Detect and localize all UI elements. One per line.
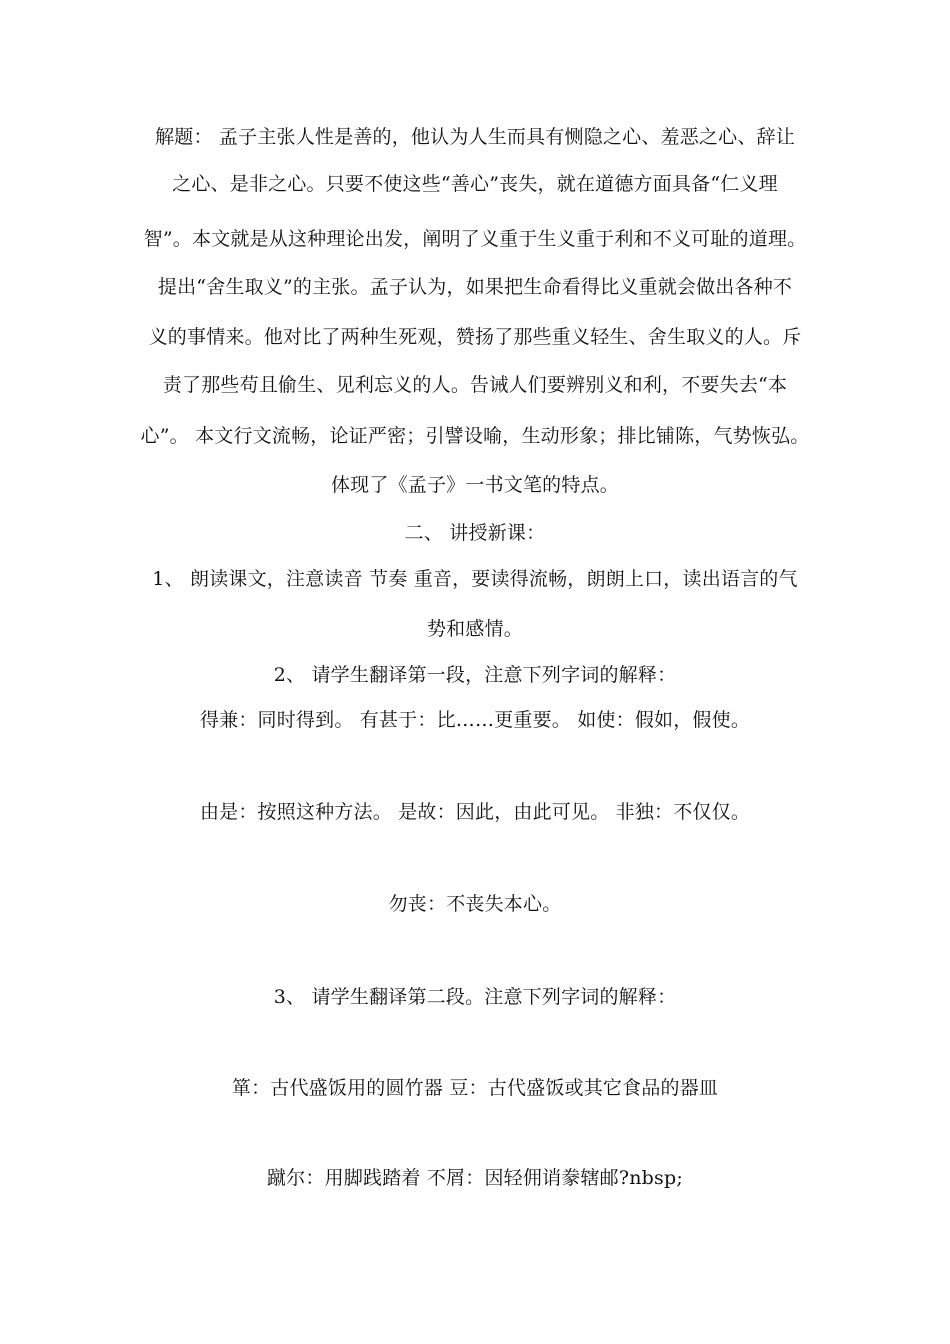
intro-line-3: 智”。本文就是从这种理论出发，阐明了义重于生义重于利和不义可耻的道理。	[143, 228, 807, 250]
step2-term-line-2: 由是：按照这种方法。 是故：因此，由此可见。 非独：不仅仅。	[199, 801, 751, 823]
section-heading: 二、 讲授新课：	[404, 522, 546, 544]
step2-term-line-3: 勿丧：不丧失本心。	[388, 893, 562, 915]
intro-line-5: 义的事情来。他对比了两种生死观，赞扬了那些重义轻生、舍生取义的人。斥	[148, 326, 802, 348]
step3-term-line-1: 箪：古代盛饭用的圆竹器 豆：古代盛饭或其它食品的器皿	[231, 1077, 719, 1099]
intro-line-1: 解题： 孟子主张人性是善的，他认为人生而具有恻隐之心、羞恶之心、辞让	[155, 126, 795, 148]
step2-term-line-1: 得兼：同时得到。 有甚于：比……更重要。 如使：假如，假使。	[199, 709, 751, 731]
step1-line-1: 1、 朗读课文，注意读音 节奏 重音，要读得流畅，朗朗上口，读出语言的气	[152, 568, 798, 590]
intro-line-8: 体现了《孟子》一书文笔的特点。	[330, 474, 619, 496]
step3-heading: 3、 请学生翻译第二段。注意下列字词的解释：	[273, 986, 677, 1008]
step3-term-line-2: 蹴尔：用脚践踏着 不屑：因轻佣诮豢辖邮?nbsp;	[267, 1167, 683, 1189]
intro-line-7: 心”。 本文行文流畅，论证严密；引譬设喻，生动形象；排比铺陈，气势恢弘。	[140, 425, 810, 447]
step2-heading: 2、 请学生翻译第一段，注意下列字词的解释：	[273, 664, 677, 686]
step1-line-2: 势和感情。	[426, 618, 523, 640]
intro-line-6: 责了那些苟且偷生、见利忘义的人。告诫人们要辨别义和利，不要失去“本	[162, 374, 788, 396]
intro-line-4: 提出“舍生取义”的主张。孟子认为，如果把生命看得比义重就会做出各种不	[157, 276, 793, 298]
intro-line-2: 之心、是非之心。只要不使这些“善心”丧失，就在道德方面具备“仁义理	[172, 173, 778, 195]
